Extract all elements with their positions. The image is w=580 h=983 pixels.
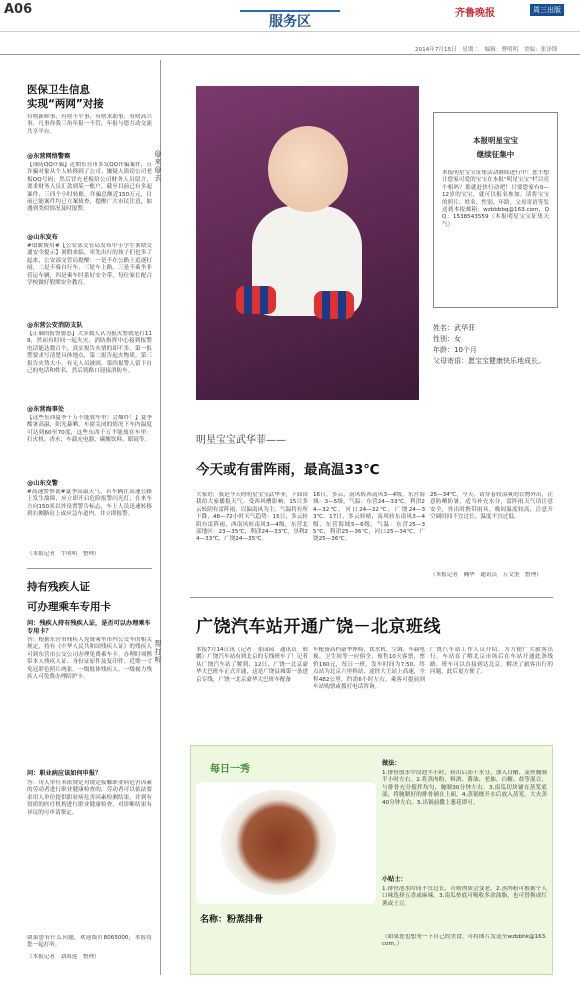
weather-text: 大家好，我是今天的明星宝宝武华菲，下面由我给大家播报天气。受西风槽影响，15日多云转阴有雷阵雨，以偏南风为主，气温将有所下降，48—72小时天气趋势：15日，多云转阴有雷阵雨，西南风转南风3—4级，东营北部地区：23—35℃，利津24—33℃，垦利24—33℃，广饶24—35℃。 bbox=[196, 492, 308, 543]
brief-text: 【谨防QQ诈骗】近期东营市多发QQ诈骗案件，且诈骗对象从个人转移到了公司。嫌疑人盗窃公司老板QQ号码，然后冒充老板给公司财务人员留言，要求财务人员汇款到某一账户，截至目前已有多起案件，三四个小时转账，诈骗总额近150万元，目前已能案件均已立案侦查，提醒广大市民注意，如遇到类似情况及时报警。 bbox=[27, 162, 152, 213]
dish-name: 名称：粉蒸排骨 bbox=[200, 915, 264, 925]
bus-text: 本报7月14日讯（记者 张园园 通讯员 邢鹏）广饶汽车站有到北京的专线班车了！记者从广饶汽车站了解到，12日，广饶一北京豪华大巴班车正式开通，这是广饶县城第一条进京专线，广饶一北京豪华大巴班车配备 bbox=[196, 647, 308, 683]
lead-text: 有啥新鲜事，有啥不平事，有啥求助事，有啥高兴事，凡事你我三角年报一不管，年报与您互动交流共享平台。 bbox=[27, 114, 152, 135]
recipe-badge: 每日一秀 bbox=[210, 764, 250, 775]
divider bbox=[0, 54, 580, 55]
headline-medical: 医保卫生信息 bbox=[27, 84, 90, 96]
answer-text: 答：用人单位未依规定对规定接触职业病危害因素的劳动者进行职业健康检查的，劳动者可以依法要求用人单位提供职业病危害因素检测结果，并到有资质的医疗机构进行职业健康检查，对诊断结果有异议的可申请鉴定。 bbox=[27, 780, 152, 816]
edition-tag: 周三出版 bbox=[530, 4, 564, 16]
baby-age: 年龄：10个月 bbox=[433, 346, 477, 354]
source-label: @山东交警 bbox=[27, 480, 58, 487]
weather-text: 16日，多云，南风转西南风3—4级，东营海域：3—5级，气温：东营24—33℃，利津24—32℃，河口24—32℃，广饶24—33℃。17日，多云转晴，南风转东南风3—4级，东营海域5—6级，气温：东营25—35℃，利津25—36℃，河口25—34℃，广饶25—36℃。 bbox=[313, 492, 425, 543]
notice-box bbox=[433, 112, 558, 308]
method-title: 做法： bbox=[382, 760, 401, 767]
source-label: @东营网络警察 bbox=[27, 153, 71, 160]
tips-title: 小贴士： bbox=[382, 876, 407, 883]
brief-text: #取暖费用#【公安部交管局发布中小学生暑期交通安全提示】暑假来临，率先出行的孩子们也多了起来，公安部交管局提醒：一是不在公路上追逐打闹，二是不骑自行车、三轮车上路，三是不乘坐非营运车辆，四是乘车时系好安全带，每位家长配合学校做好假期安全教育。 bbox=[27, 243, 152, 287]
notice-title: 本报明星宝宝 bbox=[473, 136, 518, 145]
brief-text: 【正确的报警姿态】大多数人认为报火警就是打119，然而有时同一起火灾，消防指挥中心接到报警电话能达数百个，真实报告火情的却不多。第一报警要求写清楚具体地点，第二报告起火物质，第三报告火势大小、有无人员被困，第四报警人留下自己的电话和姓名，然后到路口迎接消防车。 bbox=[27, 331, 152, 375]
weather-headline: 今天或有雷阵雨，最高温33℃ bbox=[196, 462, 380, 478]
headline-disability-2: 可办理乘车专用卡 bbox=[27, 601, 111, 613]
credit: （本报记者 牛明明 整理） bbox=[27, 551, 100, 557]
bus-headline: 广饶汽车站开通广饶－北京班线 bbox=[196, 617, 441, 637]
closing-text: 如果您有什么问题，欢迎拨打8065000，本报将您一起打听。 bbox=[27, 935, 152, 949]
method-text: 1.排骨放水中浸泡半小时，捞出后沥干水分，加入白醋、姜丝腌制半小时左右。2.将蒸肉粉、料酒、酱油、老抽、白糖、盐等混合，与排骨充分搅拌均匀，腌制30分钟左右。3.南瓜切块铺在蒸笼底部，将腌制好的排骨铺在上面。4.蒸锅烧开水后放入蒸笼，大火蒸40分钟左右。5.出锅前撒上葱花即可。 bbox=[382, 770, 547, 806]
headline-disability: 持有残疾人证 bbox=[27, 581, 90, 593]
bus-text: 车配备高档豪华座椅，饮水机、空调、车载电视、卫生间等一应俱全，预售10天客票，票价160元，每日一班，发车时间为7:50，终点站为北京六里桥站，途经大王站上高速，全程482公里，约需6小时左右。乘客可提前到车站购票或拨打电话咨询。 bbox=[313, 647, 425, 691]
brief-text: 【这些东西夏季千万不能放车里！会爆炸！】夏季酷暑高温，阳光暴晒，车窗关闭的情况下车内温度可达到60至70度，这些东西千万不能放在车里：打火机、香水、车载充电器、碳酸饮料、眼镜等。 bbox=[27, 415, 152, 444]
divider bbox=[190, 597, 553, 598]
divider bbox=[27, 568, 152, 569]
section-label-upper: @ 来 @ 去 bbox=[154, 150, 162, 182]
section-label-lower: 帮 打 听 bbox=[154, 640, 162, 664]
contact-text: （如果您也想秀一下自己的美食，可将图片发送至wzbbhk@163.com。） bbox=[382, 934, 547, 948]
bus-text: 广饶汽车站工作人员介绍，为方便广大旅客出行，车站在了解北京市场后在车站开通此条线路，班车可以直接到达北京，解决了旅客出行的问题，此后更方便了。 bbox=[430, 647, 553, 676]
brief-text: #高速警察说#夏季高温天气，若车辆在高速公路上发生故障，应立即开启危险报警闪光灯，在来车方向150米以外设置警告标志，车上人员迅速转移到右侧路肩上或应急车道内，并立即报警。 bbox=[27, 489, 152, 518]
credit: （本报记者 鞠华 通讯员 万文奎 整理） bbox=[430, 572, 542, 578]
dateline: 2014年7月15日 星期二 编辑：曹明明 美编：张泽锋 bbox=[415, 47, 558, 53]
question: 问：残疾人持有残疾人证，是否可以办理乘车专用卡？ bbox=[27, 620, 151, 635]
dish-photo bbox=[196, 782, 376, 904]
notice-subtitle: 继续征集中 bbox=[476, 150, 515, 159]
baby-gender: 性别：女 bbox=[433, 335, 461, 343]
headline-medical-2: 实现“两网”对接 bbox=[27, 98, 104, 110]
weather-kicker: 明星宝宝武华菲—— bbox=[196, 435, 286, 446]
page-number: A06 bbox=[4, 2, 33, 17]
baby-photo bbox=[196, 86, 419, 400]
answer-text: 答：根据东营市残疾人免费乘坐市内公交车的相关规定，持有《中华人民共和国残疾人证》的残疾人可到东营市公交公司办理免费乘车卡，办理时须携带本人残疾人证、身份证原件及复印件、近期一寸免冠彩色照片两张。一级肢体残疾人、一级视力残疾人可免费办理陪护卡。 bbox=[27, 637, 152, 681]
baby-name: 姓名：武华菲 bbox=[433, 324, 475, 332]
weather-text: 25—34℃。今天，请穿着较凉爽的衣物外出，注意防晒防暑，适当补充水分，雷阵雨天气请注意安全，外出时携带雨具。晚间温度较高，注意开空调时间不宜过长，温度不宜过低。 bbox=[430, 492, 553, 521]
credit: （本报记者 刘海莲 整理） bbox=[27, 954, 100, 960]
tips-text: 1.排骨泡水时间不宜过长，否则肉质会变老。2.蒸肉粉可根据个人口味选择五香或麻辣。3.南瓜垫底可吸收多余油脂，也可替换成红薯或土豆。 bbox=[382, 886, 547, 907]
source-label: @山东发布 bbox=[27, 234, 58, 241]
parent-message: 父母寄语：愿宝宝健康快乐地成长。 bbox=[433, 357, 545, 365]
source-label: @东营公安消防支队 bbox=[27, 322, 83, 329]
paper-logo: 齐鲁晚报 bbox=[455, 8, 495, 19]
notice-body: 本报明星宝宝征集活动继续进行中！您不想让您家可爱的宝宝在本报“明星宝宝”栏目亮个相吗？那就赶快行动吧！只要您家有0—12岁的宝宝，就可以报名参加。请将宝宝的照片、姓名、性别、年龄、父母寄语等发送到本报邮箱：wzbbbbq@163.com，QQ：1538543559（本报明星宝宝征集天气） bbox=[442, 170, 549, 228]
section-title: 服务区 bbox=[240, 10, 340, 32]
source-label: @东营海事处 bbox=[27, 406, 65, 413]
question: 问：职业病应该如何申报？ bbox=[27, 770, 102, 777]
